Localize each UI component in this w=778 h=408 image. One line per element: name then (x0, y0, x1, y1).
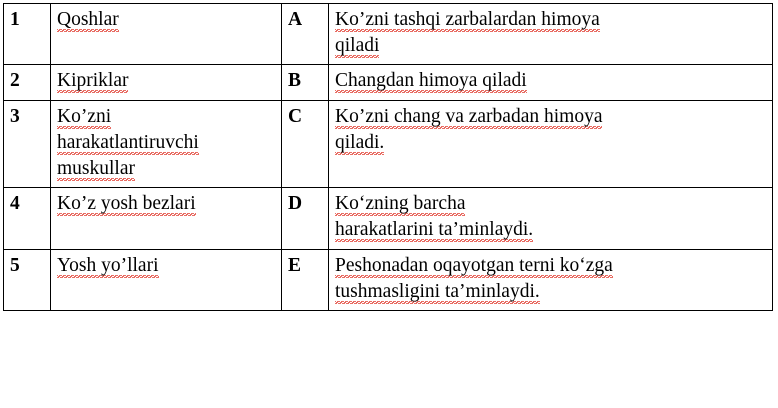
table-body (4, 4, 773, 311)
table-row (4, 65, 773, 101)
definition-line: tushmasligini ta’minlaydi. (335, 280, 540, 302)
row-number-1: 1 (4, 4, 51, 65)
definition-line: Peshonadan oqayotgan terni ko‘zga (335, 254, 613, 276)
definition-line: Changdan himoya qiladi (335, 70, 527, 92)
term-text: Ko’z yosh bezlari (57, 193, 196, 215)
table-row (4, 188, 773, 249)
row-definition-d (329, 188, 773, 249)
term-line: muskullar (57, 157, 135, 179)
table-row (4, 249, 773, 310)
definition-line: Ko’zni chang va zarbadan himoya (335, 106, 603, 128)
row-number-2: 2 (4, 65, 51, 101)
row-letter-c: C (282, 101, 329, 188)
definition-line: harakatlarini ta’minlaydi. (335, 219, 534, 241)
term-line: Ko’zni (57, 106, 112, 128)
row-term-5 (51, 249, 282, 310)
row-letter-b: B (282, 65, 329, 101)
matching-table (3, 3, 773, 311)
document-page (0, 3, 778, 408)
row-definition-b (329, 65, 773, 101)
row-term-4 (51, 188, 282, 249)
row-number-4: 4 (4, 188, 51, 249)
row-term-2 (51, 65, 282, 101)
table-row (4, 101, 773, 188)
row-definition-e (329, 249, 773, 310)
definition-line: Ko’zni tashqi zarbalardan himoya (335, 9, 600, 30)
row-letter-e: E (282, 249, 329, 310)
table-row (4, 4, 773, 65)
row-letter-a: A (282, 4, 329, 65)
row-number-3: 3 (4, 101, 51, 188)
definition-line: Ko‘zning barcha (335, 193, 466, 215)
row-term-1 (51, 4, 282, 65)
term-text: Qoshlar (57, 9, 119, 30)
definition-line: qiladi (335, 34, 380, 56)
term-text: Kipriklar (57, 70, 129, 92)
definition-line: qiladi. (335, 131, 385, 153)
row-letter-d: D (282, 188, 329, 249)
row-term-3 (51, 101, 282, 188)
term-line: harakatlantiruvchi (57, 131, 199, 153)
row-definition-a (329, 4, 773, 65)
row-definition-c (329, 101, 773, 188)
row-number-5: 5 (4, 249, 51, 310)
term-text: Yosh yo’llari (57, 254, 159, 276)
